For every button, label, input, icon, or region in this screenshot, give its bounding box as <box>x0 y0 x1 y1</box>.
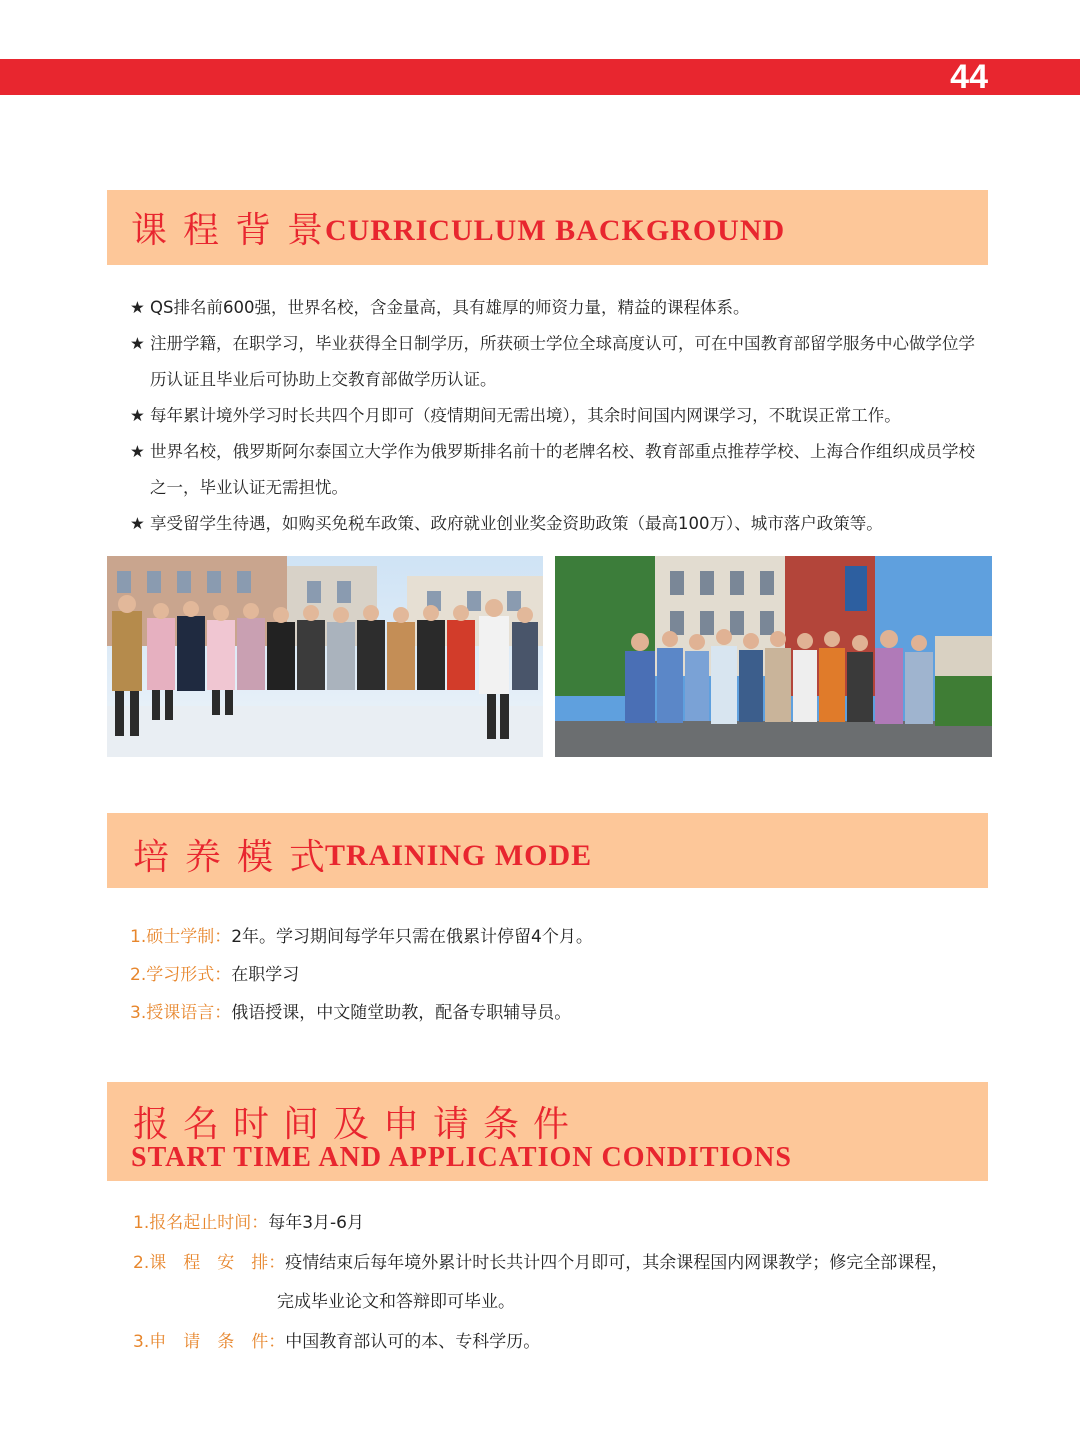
star-icon: ★ <box>130 298 145 317</box>
list-item: ★ 世界名校，俄罗斯阿尔泰国立大学作为俄罗斯排名前十的老牌名校、教育部重点推荐学校、上海合作组织成员学校之一，毕业认证无需担忧。 <box>130 434 990 506</box>
list-item: 1.报名起止时间：每年3月-6月 <box>133 1213 365 1233</box>
curriculum-bullet-list <box>130 290 990 542</box>
star-icon: ★ <box>130 406 145 425</box>
list-item: 3.授课语言：俄语授课，中文随堂助教，配备专职辅导员。 <box>130 1003 572 1023</box>
group-photo-summer <box>555 556 992 757</box>
list-item: 1.硕士学制：2年。学习期间每学年只需在俄累计停留4个月。 <box>130 927 593 947</box>
training-list <box>130 918 593 1032</box>
list-item: ★ 注册学籍，在职学习，毕业获得全日制学历，所获硕士学位全球高度认可，可在中国教育部留学服务中心做学位学历认证且毕业后可协助上交教育部做学历认证。 <box>130 326 990 398</box>
training-title-en: TRAINING MODE <box>325 839 593 872</box>
list-item: 2.学习形式：在职学习 <box>130 965 300 985</box>
list-item-continuation: 完成毕业论文和答辩即可毕业。 <box>277 1292 515 1312</box>
application-title-cn: 报名时间及申请条件 <box>133 1104 584 1145</box>
star-icon: ★ <box>130 442 145 461</box>
group-photo-winter <box>107 556 543 757</box>
list-item: 3.申 请 条 件：中国教育部认可的本、专科学历。 <box>133 1332 541 1352</box>
curriculum-title-cn: 课程背景 <box>131 210 340 251</box>
page-number: 44 <box>950 58 988 96</box>
training-header <box>107 813 988 888</box>
top-banner <box>0 59 1080 95</box>
star-icon: ★ <box>130 514 145 533</box>
training-title-cn: 培养模式 <box>133 837 342 878</box>
curriculum-title-en: CURRICULUM BACKGROUND <box>325 214 786 247</box>
application-header <box>107 1082 988 1181</box>
star-icon: ★ <box>130 334 145 353</box>
list-item: 2.课 程 安 排：疫情结束后每年境外累计时长共计四个月即可，其余课程国内网课教学；修完全部课程， <box>133 1253 949 1273</box>
list-item: ★ 享受留学生待遇，如购买免税车政策、政府就业创业奖金资助政策（最高100万）、城市落户政策等。 <box>130 506 990 542</box>
curriculum-header <box>107 190 988 265</box>
list-item: ★ QS排名前600强，世界名校，含金量高，具有雄厚的师资力量，精益的课程体系。 <box>130 290 990 326</box>
application-title-en: START TIME AND APPLICATION CONDITIONS <box>131 1142 792 1173</box>
list-item: ★ 每年累计境外学习时长共四个月即可（疫情期间无需出境），其余时间国内网课学习，不耽误正常工作。 <box>130 398 990 434</box>
